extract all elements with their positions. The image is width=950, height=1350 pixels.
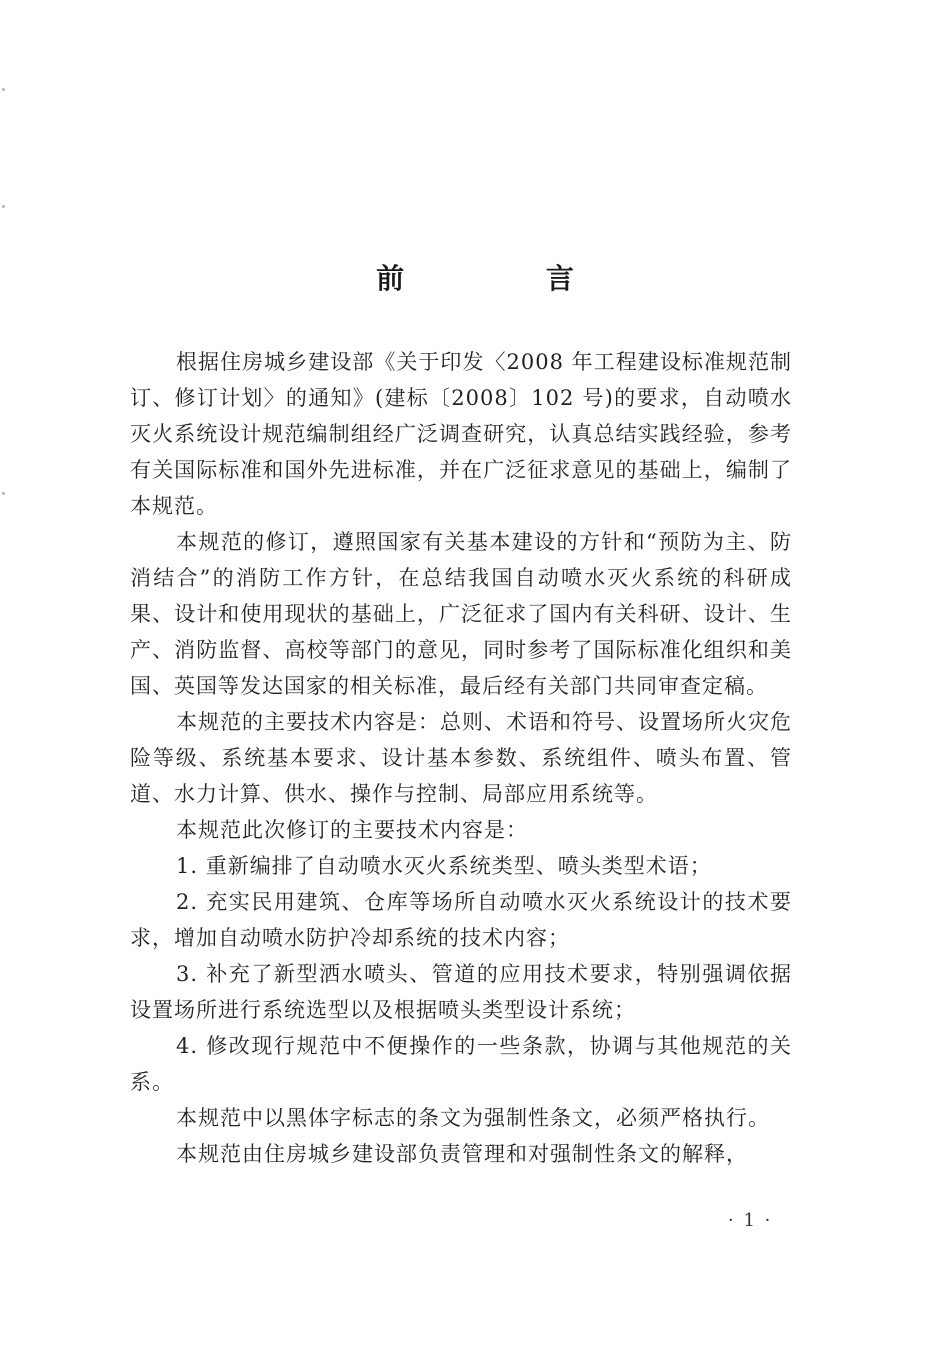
- paragraph: 本规范中以黑体字标志的条文为强制性条文，必须严格执行。: [176, 1106, 770, 1130]
- scan-speck: [2, 205, 5, 208]
- scan-speck: [2, 492, 5, 495]
- paragraph: 根据住房城乡建设部《关于印发〈2008 年工程建设标准规范制订、修订计划〉的通知》(建标〔2008〕102 号)的要求，自动喷水灭火系统设计规范编制组经广泛调查研究，认真总结实践经验，参考有关国际标准和国外先进标准，并在广泛征求意见的基础上，编制了本规范。: [130, 350, 792, 518]
- paragraph: 本规范此次修订的主要技术内容是：: [176, 818, 528, 842]
- list-item: 4. 修改现行规范中不便操作的一些条款，协调与其他规范的关系。: [130, 1034, 792, 1094]
- list-item: 3. 补充了新型洒水喷头、管道的应用技术要求，特别强调依据设置场所进行系统选型以及根据喷头类型设计系统；: [130, 962, 792, 1022]
- scan-speck: [2, 88, 5, 91]
- list-item: 2. 充实民用建筑、仓库等场所自动喷水灭火系统设计的技术要求，增加自动喷水防护冷却系统的技术内容；: [130, 890, 792, 950]
- page-title: 前 言: [376, 261, 640, 295]
- page-number: · 1 ·: [728, 1210, 773, 1231]
- list-item: 1. 重新编排了自动喷水灭火系统类型、喷头类型术语；: [176, 854, 712, 878]
- paragraph: 本规范的主要技术内容是：总则、术语和符号、设置场所火灾危险等级、系统基本要求、设计基本参数、系统组件、喷头布置、管道、水力计算、供水、操作与控制、局部应用系统等。: [130, 710, 792, 806]
- paragraph: 本规范由住房城乡建设部负责管理和对强制性条文的解释，: [176, 1142, 748, 1166]
- document-body: [130, 344, 792, 1172]
- paragraph: 本规范的修订，遵照国家有关基本建设的方针和“预防为主、防消结合”的消防工作方针，在总结我国自动喷水灭火系统的科研成果、设计和使用现状的基础上，广泛征求了国内有关科研、设计、生产、消防监督、高校等部门的意见，同时参考了国际标准化组织和美国、英国等发达国家的相关标准，最后经有关部门共同审查定稿。: [130, 530, 792, 698]
